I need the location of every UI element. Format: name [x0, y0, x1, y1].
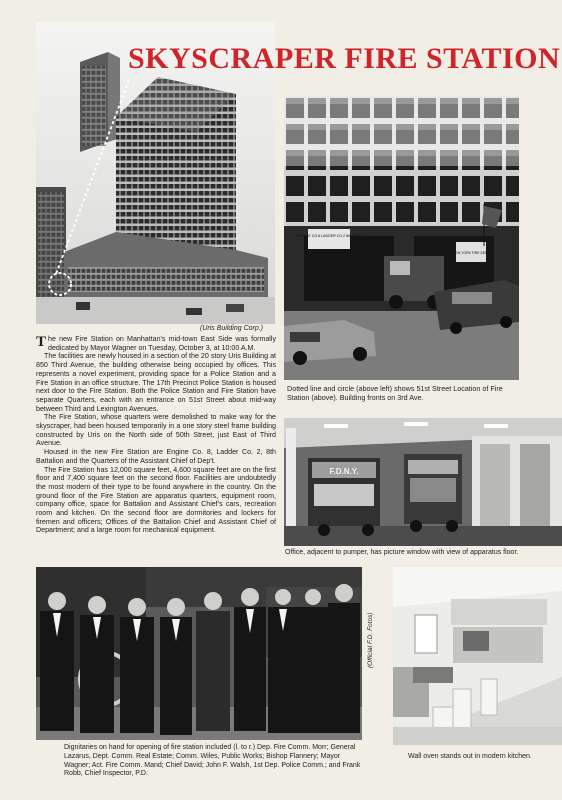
office-caption: Office, adjacent to pumper, has picture window with view of apparatus floor.: [285, 549, 519, 556]
dept-sign: NEW YORK FIRE DEPT: [452, 251, 490, 255]
article-body: [36, 335, 276, 535]
apparatus-floor-photo: [284, 418, 562, 546]
article-title: SKYSCRAPER FIRE STATION: [128, 42, 561, 75]
article-paragraph: Housed in the new Fire Station are Engine Co. 8, Ladder Co. 2, 8th Battalion and the Quarters of the Assistant Chief of Dep't.: [36, 448, 276, 465]
article-paragraph: The new Fire Station on Manhattan's mid-town East Side was formally dedicated by Mayor Wagner on Tuesday, October 3, at 10:00 A.M.: [36, 334, 276, 352]
truck-label: F.D.N.Y.: [329, 467, 359, 476]
dignitaries-photo: [36, 567, 362, 740]
article-paragraph: The facilities are newly housed in a section of the 20 story Uris Building at 850 Third Avenue, the building otherwise being occupied by offices. This represents a novel experiment, providing space for a Police Station and a Fire Station in an office structure. The 17th Precinct Police Station is housed next door to the Fire Station. Both the Police Station and Fire Station have separate Quarters, each with an entrance on 51st Street about mid-way between Third and Lexington Avenues.: [36, 352, 276, 413]
engine-sign: ENGINE CO.8 LADDER CO.2 8th BATT: [296, 234, 362, 238]
street-photo-caption: Dotted line and circle (above left) shows 51st Street Location of Fire Station (above). Building fronts on 3rd Ave.: [287, 384, 503, 402]
article-paragraph: The Fire Station, whose quarters were demolished to make way for the skyscraper, had been housed temporarily in a one story steel frame building constructed by Uris on the North side of 50th Street, just East of Third Avenue.: [36, 413, 276, 448]
building-photo-credit: (Uris Building Corp.): [200, 325, 264, 332]
dignitaries-caption: Dignitaries on hand for opening of fire station included (l. to r.) Dep. Fire Comm. Morr; General Lazarus, Dept. Comm. Real Estate; Comm. Wiles, Public Works; Bishop Flannery; Mayor Wagner; Act. Fire Comm. Mand; Chief David; John F. Walsh, 1st Dep. Police Comm.; and Frank Robb, Chief Inspector, P.D.: [64, 744, 361, 778]
kitchen-caption: Wall oven stands out in modern kitchen.: [408, 753, 532, 760]
dropcap: T: [36, 334, 47, 350]
street-photo: [284, 96, 519, 380]
article-paragraph: The Fire Station has 12,000 square feet, 4,600 square feet are on the first floor and 7,400 square feet on the second floor. Facilities are undoubtedly the most modern of their type to be found anywhere in the country. On the ground floor of the Fire Station are apparatus quarters, equipment room, company office, space for Battalion and Assistant Chief's cars, recreation room and kitchen. On the second floor are dormitories and lockers for firemen and officers; Offices of the Battalion Chief and Assistant Chief of Department; and a large room for mechanical equipment.: [36, 465, 276, 535]
fd-photo-credit: (Official F.D. Fotos): [367, 612, 374, 668]
kitchen-photo: [393, 567, 562, 745]
